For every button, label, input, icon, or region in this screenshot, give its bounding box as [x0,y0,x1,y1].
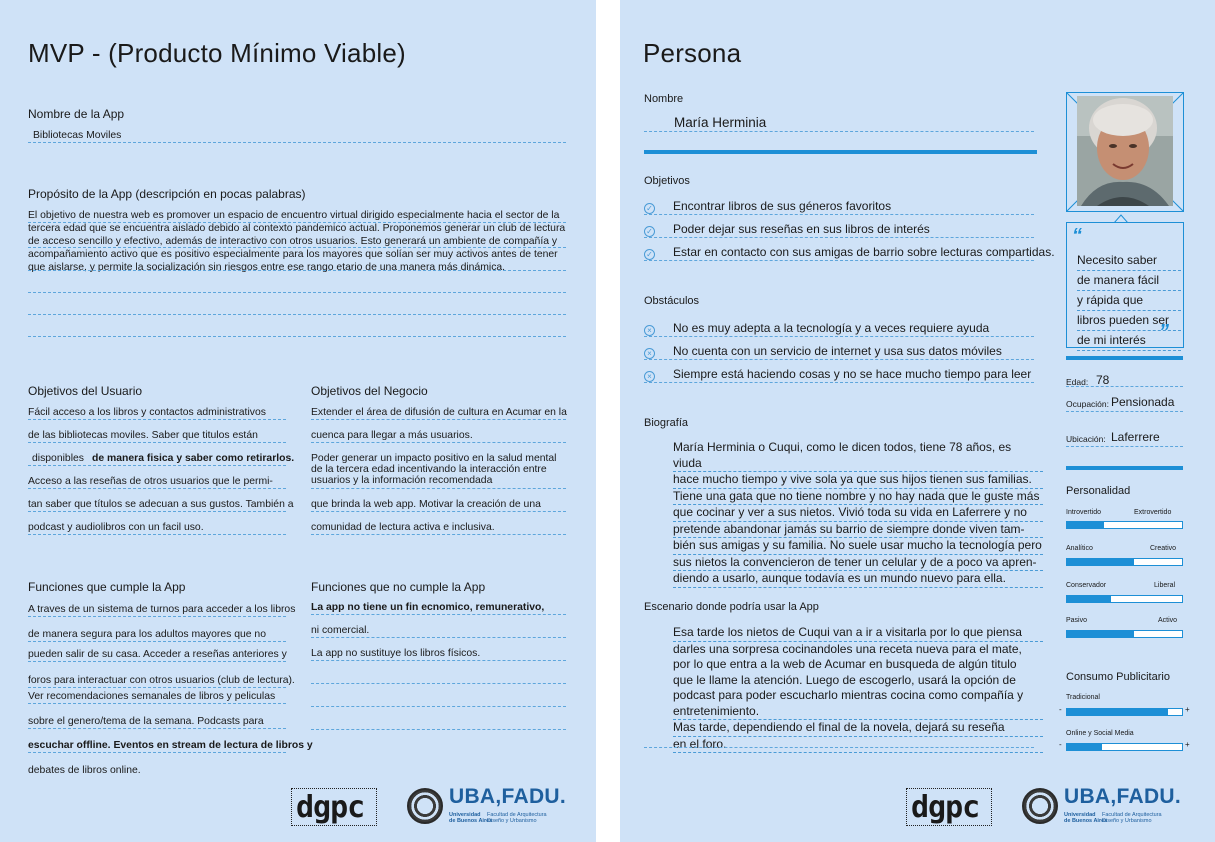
scenario-text [673,625,1043,753]
functions-no-line: La app no tiene un fin ecnomico, remunerativo, [311,602,545,613]
name-label: Nombre [644,93,684,105]
app-name-label: Nombre de la App [28,107,125,121]
quote-box [1066,222,1184,348]
consumption-bar-fill [1067,744,1102,750]
user-goals-line: Fácil acceso a los libros y contactos administrativos [28,407,266,418]
bio-label: Biografía [644,417,689,429]
plus-label: + [1185,705,1190,714]
personality-label: Personalidad [1066,485,1131,497]
fadu-line-1: Facultad de Arquitectura [1102,812,1162,818]
obstacle-item: Siempre está haciendo cosas y no se hace mucho tiempo para leer [673,367,1032,381]
consumption-bar [1066,708,1183,716]
fadu-line-1: Facultad de Arquitectura [487,812,547,818]
functions-yes-line: escuchar offline. Eventos en stream de lectura de libros y [28,740,313,751]
consumption-item-label: Online y Social Media [1066,730,1134,737]
trait-bar [1066,630,1183,638]
trait-bar-fill [1067,522,1104,528]
functions-yes-line: de manera segura para los adultos mayores que no [28,629,266,640]
occupation-value: Pensionada [1111,395,1175,409]
functions-yes-line: pueden salir de su casa. Acceder a reseñas anteriores y [28,649,287,660]
age-value: 78 [1096,373,1110,387]
bio-line: diendo a usarlo, aunque todavía es un mundo nuevo para ella. [673,571,1043,588]
quote-open-icon: “ [1072,225,1082,247]
bio-line: pretende abandonar jamás su barrio de siempre donde viven tam- [673,522,1043,539]
user-goals-line: disponibles [32,453,84,464]
scenario-line: darles una sorpresa cocinandoles una receta nueva para el mate, [673,641,1022,656]
obstacles-label: Obstáculos [644,295,700,307]
mvp-page [0,0,596,842]
functions-yes-line: Ver recomendaciones semanales de libros y peliculas [28,691,276,702]
obstacle-item: No es muy adepta a la tecnología y a veces requiere ayuda [673,321,990,335]
user-goals-line: de las bibliotecas moviles. Saber que titulos están [28,430,258,441]
objective-item: Poder dejar sus reseñas en sus libros de interés [673,222,930,236]
scenario-line: entretenimiento. [673,704,1043,721]
functions-no-line: ni comercial. [311,625,370,636]
functions-yes-label: Funciones que cumple la App [28,580,186,594]
business-goals-line: usuarios y la información recomendada [311,475,493,486]
minus-label: - [1059,705,1062,714]
consumption-label: Consumo Publicitario [1066,671,1170,683]
purpose-line: tercera edad que se encuentra aislado debido al contexto pandemico actual. Proponemos generar un club de lectura [28,223,566,234]
quote-line: Necesito saber [1077,251,1181,271]
cross-icon: × [644,371,655,382]
name-divider [644,150,1037,154]
business-goals-line: Extender el área de difusión de cultura en Acumar en la [311,407,567,418]
consumption-bar-fill [1067,709,1168,715]
objective-item: Encontrar libros de sus géneros favoritos [673,199,892,213]
location-value: Laferrere [1111,430,1160,444]
uba-fadu-logo: UBA,FADU. [449,785,567,808]
trait-bar [1066,521,1183,529]
location-label: Ubicación: [1066,434,1106,444]
trait-bar-fill [1067,631,1134,637]
uba-seal-icon [407,788,443,824]
fadu-line-2: Diseño y Urbanismo [487,818,537,824]
trait-right-label: Activo [1158,617,1178,624]
business-goals-line: de la tercera edad incentivando la interacción entre [311,464,547,475]
business-goals-label: Objetivos del Negocio [311,384,428,398]
functions-yes-line: foros para interactuar con otros usuarios (club de lectura). [28,675,295,686]
dgpc-logo: dgpc [291,788,377,826]
trait-bar [1066,558,1183,566]
check-icon: ✓ [644,203,655,214]
functions-yes-line: debates de libros online. [28,765,141,776]
scenario-line: Mas tarde, dependiendo el final de la novela, dejará su reseña [673,720,1043,737]
trait-bar-fill [1067,596,1111,602]
quote-line: de mi interés [1077,331,1181,351]
business-goals-line: Poder generar un impacto positivo en la salud mental [311,453,557,464]
quote-close-icon: ” [1159,321,1169,343]
dgpc-logo: dgpc [906,788,992,826]
trait-bar-fill [1067,559,1134,565]
functions-yes-line: sobre el genero/tema de la semana. Podcasts para [28,716,264,727]
bio-line: que cocinar y ver a sus nietos. Vivió toda su vida en Laferrere y no [673,505,1043,522]
trait-bar [1066,595,1183,603]
trait-left-label: Pasivo [1066,617,1088,624]
bio-line: María Herminia o Cuqui, como le dicen todos, tiene 78 años, es viuda [673,440,1043,472]
fadu-line-2: Diseño y Urbanismo [1102,818,1152,824]
user-goals-line: podcast y audiolibros con un facil uso. [28,522,204,533]
purpose-line: que aislarse, y permite la socialización sin riesgos entre ese rango etario de una manera más dinámica. [28,262,506,273]
business-goals-line: cuenca para llegar a más usuarios. [311,430,473,441]
user-goals-line: tan saber que títulos se adecuan a sus gustos. También a [28,499,294,510]
name-value: María Herminia [674,115,767,130]
minus-label: - [1059,740,1062,749]
scenario-line: Esa tarde los nietos de Cuqui van a ir a visitarla por lo que piensa [673,625,1043,642]
uba-line-1: Universidad [449,812,481,818]
trait-right-label: Extrovertido [1134,509,1172,516]
user-goals-label: Objetivos del Usuario [28,384,143,398]
persona-page [620,0,1215,842]
cross-icon: × [644,348,655,359]
consumption-item-label: Tradicional [1066,694,1100,701]
app-name-value: Bibliotecas Moviles [33,130,122,141]
business-goals-line: que brinda la web app. Motivar la creación de una [311,499,541,510]
quote-line: de manera fácil [1077,271,1181,291]
trait-right-label: Liberal [1154,582,1176,589]
user-goals-line: Acceso a las reseñas de otros usuarios que le permi- [28,476,273,487]
uba-fadu-logo: UBA,FADU. [1064,785,1182,808]
scenario-line: que le llame la atención. Luego de escogerlo, usará la opción de [673,672,1016,687]
quote-line: libros pueden ser [1077,311,1181,331]
occupation-label: Ocupación: [1066,399,1109,409]
bio-line: bién sus amigas y su familia. No suele usar mucho la tecnología pero [673,538,1043,555]
uba-line-2: de Buenos Aires [1064,818,1108,824]
functions-no-label: Funciones que no cumple la App [311,580,486,594]
mvp-title: MVP - (Producto Mínimo Viable) [28,38,406,68]
scenario-line: podcast para poder escucharlo mientras cocina como compañía y [673,688,1024,702]
business-goals-line: comunidad de lectura activa e inclusiva. [311,522,495,533]
uba-line-1: Universidad [1064,812,1096,818]
trait-right-label: Creativo [1150,545,1177,552]
purpose-line: El objetivo de nuestra web es promover un espacio de encuentro virtual dirigido especialmente hacia el sector de la [28,210,560,221]
bio-line: sus nietos la convencieron de tener un celular y de a poco va apren- [673,555,1043,572]
trait-left-label: Introvertido [1066,509,1102,516]
persona-photo [1077,96,1173,206]
objective-item: Estar en contacto con sus amigas de barrio sobre lecturas compartidas. [673,245,1055,259]
quote-divider [1066,356,1183,360]
bio-line: hace mucho tiempo y vive sola ya que sus hijos tienen sus familias. [673,472,1043,489]
check-icon: ✓ [644,226,655,237]
scenario-label: Escenario donde podría usar la App [644,601,819,613]
functions-no-line: La app no sustituye los libros físicos. [311,648,481,659]
obstacle-item: No cuenta con un servicio de internet y usa sus datos móviles [673,344,1002,358]
purpose-label: Propósito de la App (descripción en pocas palabras) [28,187,306,201]
cross-icon: × [644,325,655,336]
functions-yes-line: A traves de un sistema de turnos para acceder a los libros [28,604,296,615]
purpose-line: de acceso sencillo y efectivo, además de interactivo con otros usuarios. Esto generará un ambiente de compañía y [28,236,558,247]
quote-line: y rápida que [1077,291,1181,311]
bio-line: Tiene una gata que no tiene nombre y no hay nada que le guste más [673,489,1043,506]
consumption-bar [1066,743,1183,751]
age-label: Edad: [1066,377,1089,387]
trait-left-label: Analítico [1066,545,1093,552]
bio-text [673,440,1043,588]
trait-left-label: Conservador [1066,582,1107,589]
check-icon: ✓ [644,249,655,260]
user-goals-line-bold: de manera fisica y saber como retirarlos. [92,453,295,464]
uba-line-2: de Buenos Aires [449,818,493,824]
plus-label: + [1185,740,1190,749]
scenario-line: por lo que entra a la web de Acumar en busqueda de algún titulo [673,657,1017,671]
objectives-label: Objetivos [644,175,690,187]
scenario-line: en el foro. [673,737,1043,754]
uba-seal-icon [1022,788,1058,824]
photo-frame [1066,92,1184,212]
persona-title: Persona [643,38,742,68]
person-avatar-icon [1077,96,1173,206]
demographics-divider [1066,466,1183,470]
purpose-text [28,209,568,274]
purpose-line: acompañamiento activo que es positivo especialmente para los mayores que solían ser muy activos antes de tener [28,249,558,260]
